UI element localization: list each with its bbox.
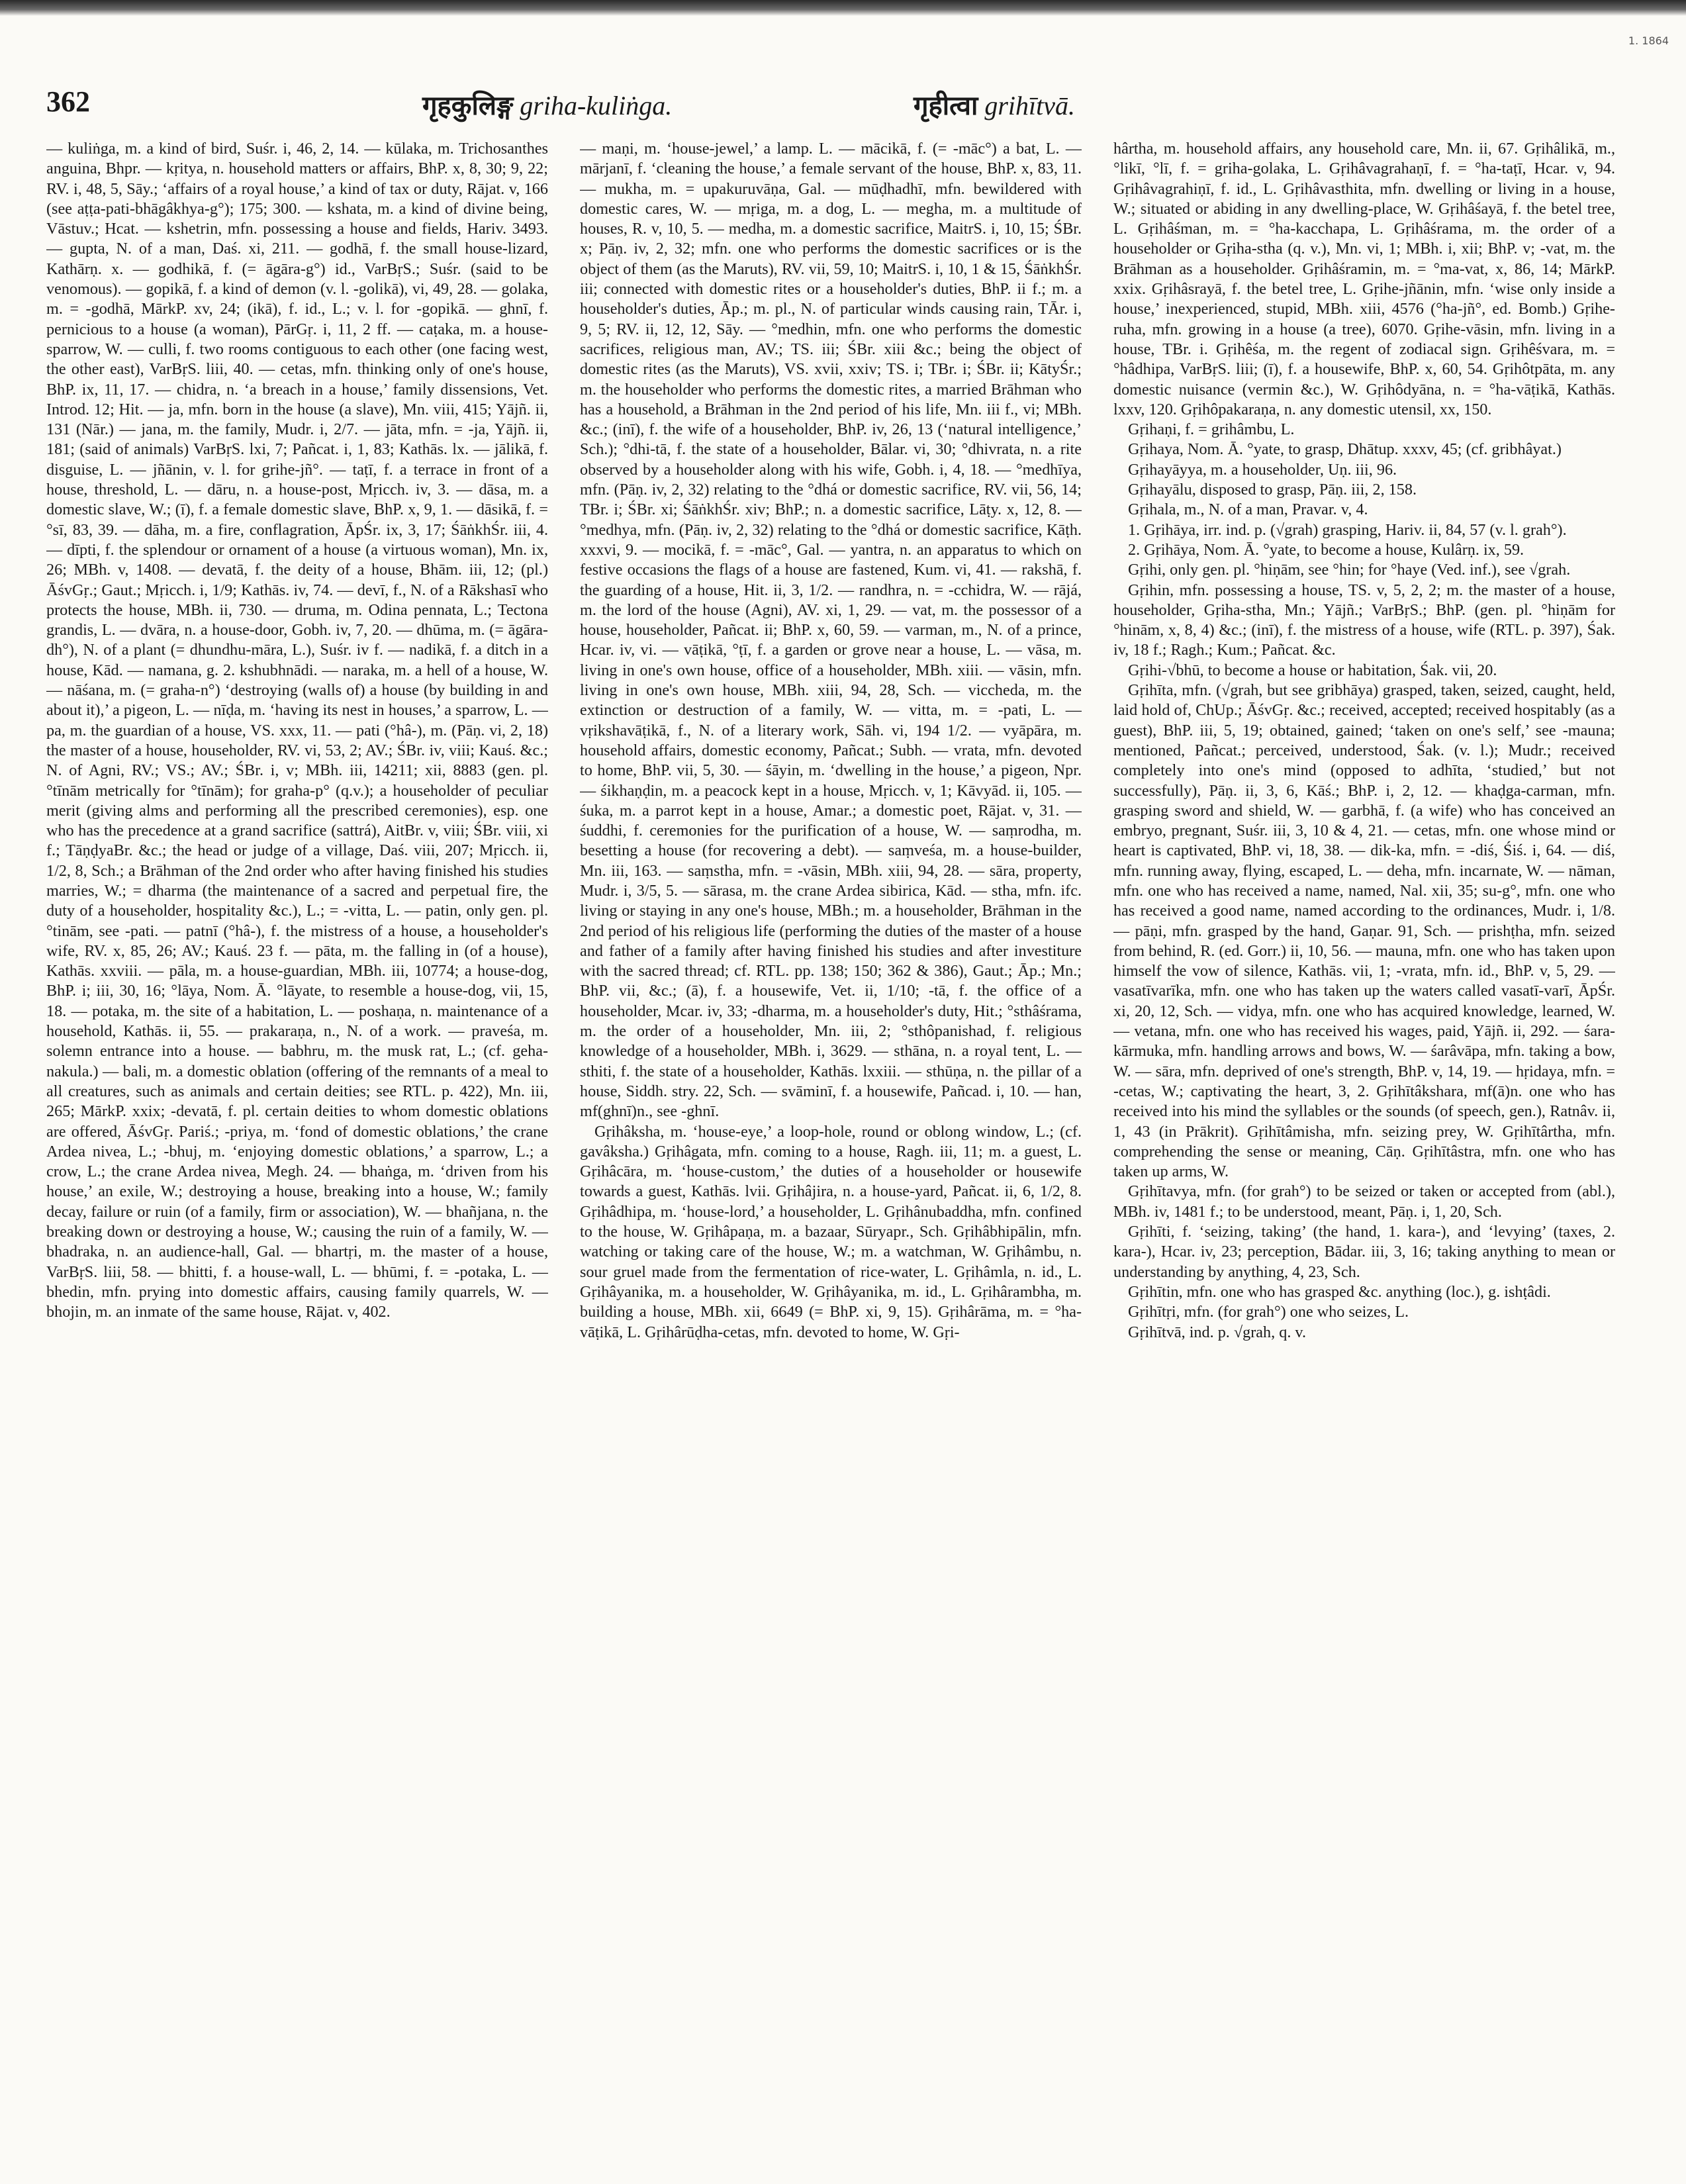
dictionary-entry: Gṛihin, mfn. possessing a house, TS. v, 5, 2, 2; m. the master of a house, householder, Gṛiha-stha, Mn.; Yājñ.; VarBṛS.; BhP. (gen. pl. °hiṇām for °hinām, x, 8, 4) &c.; (inī), f. the mistress of a house, wife (RTL. p. 397), Śak. iv, 18 f.; Ragh.; Kum.; Pañcat. &c.: [1113, 581, 1615, 659]
column-1: [46, 139, 548, 2158]
dictionary-entry: Gṛihītavya, mfn. (for grah°) to be seized or taken or accepted from (abl.), MBh. iv, 1481 f.; to be understood, meant, Pāṇ. i, 1, 20, Sch.: [1113, 1182, 1615, 1221]
dictionary-entry: Gṛihaya, Nom. Ā. °yate, to grasp, Dhātup. xxxv, 45; (cf. gribhâyat.): [1128, 440, 1562, 459]
column-2: [580, 139, 1082, 2158]
dictionary-entry: Gṛihaṇi, f. = grihâmbu, L.: [1128, 420, 1295, 439]
dictionary-entry: Gṛihayāyya, m. a householder, Uṇ. iii, 96.: [1128, 460, 1397, 479]
dictionary-entry: 1. Gṛihāya, irr. ind. p. (√grah) grasping, Hariv. ii, 84, 57 (v. l. grah°).: [1128, 520, 1567, 539]
dictionary-entry: hârtha, m. household affairs, any household care, Mn. ii, 67. Gṛihâlikā, m., °likī, °lī, f. = griha-golaka, L. Gṛihâvagrahaṇī, f. = °ha-taṭī, Hcar. v, 94. Gṛihâvagrahiṇī, f. id., L. Gṛihâvasthita, mfn. dwelling or living in a house, W.; situated or abiding in any dwelling-place, W. Gṛihâśayā, f. the betel tree, L. Gṛihâśman, m. = °ha-kacchapa, L. Gṛihâśrama, m. the order of a householder or Gṛiha-stha (q. v.), Mn. vi, 1; MBh. i, xii; BhP. v; -vat, m. the Brāhman as a householder. Gṛihâśramin, m. = °ma-vat, x, 86, 14; MārkP. xxix. Gṛihâsrayā, f. the betel tree, L. Gṛihe-jñānin, mfn. ‘wise only inside a house,’ inexperienced, stupid, MBh. xiii, 4576 (°ha-jñ°, ed. Bomb.) Gṛihe-ruha, mfn. growing in a house (a tree), 6070. Gṛihe-vāsin, mfn. living in a house, TBr. i. Gṛihêśa, m. the regent of zodiacal sign. Gṛihêśvara, m. = °hâdhipa, VarBṛS. liii; (ī), f. a housewife, BhP. x, 60, 54. Gṛihôtpāta, m. any domestic nuisance (vermin &c.), W. Gṛihôdyāna, n. = °ha-vāṭikā, Kathās. lxxv, 120. Gṛihôpakaraṇa, n. any domestic utensil, xx, 150.: [1113, 140, 1615, 418]
running-head-right: [913, 86, 1075, 122]
dictionary-entry: Gṛihala, m., N. of a man, Pravar. v, 4.: [1128, 500, 1368, 519]
corner-mark: 1. 1864: [1628, 34, 1669, 47]
dictionary-entry: Gṛihâksha, m. ‘house-eye,’ a loop-hole, round or oblong window, L.; (cf. gavâksha.) Gṛihâgata, mfn. coming to a house, Ragh. iii, 11; m. a guest, L. Gṛihâcāra, m. ‘house-custom,’ the duties of a householder or housewife towards a guest, Kathās. lvii. Gṛihâjira, n. a house-yard, Pañcat. ii, 6, 1/2, 8. Gṛihâdhipa, m. ‘house-lord,’ a householder, L. Gṛihânubaddha, mfn. confined to the house, W. Gṛihâpaṇa, m. a bazaar, Sūryapr., Sch. Gṛihâbhipālin, mfn. watching or taking care of the house, W.; m. a watchman, W. Gṛihâmbu, n. sour gruel made from the fermentation of rice-water, L. Gṛihâmla, n. id., L. Gṛihâyanika, m. a householder, W. Gṛihâyanika, m. id., L. Gṛihârambha, m. building a house, MBh. xii, 6649 (= BhP. xi, 9, 15). Gṛihârāma, m. = °ha-vāṭikā, L. Gṛihârūḍha-cetas, mfn. devoted to home, W. Gṛi-: [580, 1122, 1082, 1341]
dictionary-entry: Gṛihi, only gen. pl. °hiṇām, see °hin; for °haye (Ved. inf.), see √grah.: [1128, 561, 1571, 579]
dictionary-entry: — maṇi, m. ‘house-jewel,’ a lamp. L. — mācikā, f. (= -māc°) a bat, L. — mārjanī, f. ‘cleaning the house,’ a female servant of the house, BhP. x, 83, 11. — mukha, m. = upakuruvāṇa, Gal. — mūḍhadhī, mfn. bewildered with domestic cares, W. — mṛiga, m. a dog, L. — megha, m. a multitude of houses, R. v, 10, 5. — medha, m. a domestic sacrifice, MaitrS. i, 10, 15; ŚBr. x; Pāṇ. iv, 2, 32; mfn. one who performs the domestic sacrifices or is the object of them (as the Maruts), RV. vii, 59, 10; MaitrS. i, 10, 1 & 15, ŚāṅkhŚr. iii; connected with domestic rites or a householder's duties, BhP. ii f.; m. a householder's duties, Āp.; m. pl., N. of particular winds causing rain, TĀr. i, 9, 5; RV. ii, 12, 12, Sāy. — °medhin, mfn. one who performs the domestic sacrifices, religious man, AV.; TS. iii; ŚBr. xiii &c.; being the object of domestic rites (as the Maruts), VS. xvii, xxiv; TS. i; TBr. i; ŚBr. ii; KātyŚr.; m. the householder who performs the domestic rites, a married Brāhman who has a household, a Brāhman in the 2nd period of his life, Mn. iii f., vi; MBh. &c.; (inī), f. the wife of a householder, BhP. iv, 26, 13 (‘natural intelligence,’ Sch.); °dhi-tā, f. the state of a householder, Bālar. vi, 30; °dhivrata, n. a rite observed by a householder along with his wife, Gobh. i, 4, 18. — °medhīya, mfn. (Pāṇ. iv, 2, 32) relating to the °dhá or domestic sacrifice, RV. vii, 56, 14; TBr. i; ŚBr. xi; ŚāṅkhŚr. xiv; BhP.; n. a domestic sacrifice, Lāṭy. x, 12, 8. — °medhya, mfn. (Pāṇ. iv, 2, 32) relating to the °dhá or domestic sacrifice, Kāṭh. xxxvi, 9. — mocikā, f. = -māc°, Gal. — yantra, n. an apparatus to which on festive occasions the flags of a house are fastened, Kum. vi, 41. — rakshā, f. the guarding of a house, Hit. ii, 3, 1/2. — randhra, n. = -cchidra, W. — rājá, m. the lord of the house (Agni), AV. xi, 1, 29. — vat, m. the possessor of a house, householder, Pañcat. ii; BhP. x, 60, 59. — varman, m., N. of a prince, Hcar. iv, vi. — vāṭikā, °ṭī, f. a garden or grove near a house, L. — vāsa, m. living in one's own house, office of a householder, MBh. xiii. — vāsin, mfn. living in one's own house, MBh. xiii, 94, 28, Sch. — viccheda, m. the extinction or destruction of a family, W. — vitta, m. = -pati, L. — vṛikshavāṭikā, f., N. of a literary work, Sāh. vi, 194 1/2. — vyāpāra, m. household affairs, domestic economy, Pañcat.; Subh. — vrata, mfn. devoted to home, BhP. vii, 5, 30. — śāyin, m. ‘dwelling in the house,’ a pigeon, Npr. — śikhaṇḍin, m. a peacock kept in a house, Mṛicch. v, 1; Kāvyād. ii, 105. — śuka, m. a parrot kept in a house, Amar.; a domestic poet, Rājat. v, 31. — śuddhi, f. ceremonies for the purification of a house, W. — saṃrodha, m. besetting a house (for recovering a debt). — saṃveśa, m. a house-builder, Mn. iii, 163. — saṃstha, mfn. = -vāsin, MBh. xiii, 94, 28. — sāra, property, Mudr. i, 3/5, 5. — sārasa, m. the crane Ardea sibirica, Kād. — stha, mfn. ifc. living or staying in any one's house, MBh.; m. a householder, Brāhman in the 2nd period of his religious life (performing the duties of the master of a house and father of a family after having finished his studies and after investiture with the sacred thread; cf. RTL. pp. 138; 150; 362 & 386), Gaut.; Āp.; Mn.; BhP. vii, &c.; (ā), f. a housewife, Vet. ii, 1/10; -tā, f. the office of a householder, Mcar. iv, 33; -dharma, m. a householder's duty, Hit.; °sthâśrama, m. the order of a householder, Mn. iii, 2; °sthôpanishad, f. religious knowledge of a householder, MBh. i, 3629. — sthāna, n. a royal tent, L. — sthiti, f. the state of a householder, Kathās. lxxiii. — sthūṇa, n. the pillar of a house, Siddh. stry. 22, Sch. — svāminī, f. a housewife, Pañcad. i, 10. — han, mf(ghnī)n., see -ghnī.: [580, 140, 1082, 1121]
dictionary-entry: Gṛihīti, f. ‘seizing, taking’ (the hand, 1. kara-), and ‘levying’ (taxes, 2. kara-), Hcar. iv, 23; perception, Bādar. iii, 3, 16; taking anything to mean or understanding by anything, 4, 23, Sch.: [1113, 1223, 1615, 1281]
page-number: 362: [46, 85, 90, 118]
running-head-right-devanagari: गृहीत्वा: [913, 91, 978, 121]
running-head-right-transliteration: grihītvā.: [984, 91, 1075, 120]
dictionary-entry: Gṛihītin, mfn. one who has grasped &c. anything (loc.), g. ishṭâdi.: [1128, 1282, 1551, 1301]
scan-edge: [0, 0, 1686, 16]
dictionary-entry: 2. Gṛihāya, Nom. Ā. °yate, to become a house, Kulârṇ. ix, 59.: [1128, 540, 1524, 559]
dictionary-entry: Gṛihīta, mfn. (√grah, but see gribhāya) grasped, taken, seized, caught, held, laid hold of, ChUp.; ĀśvGṛ. &c.; received, accepted; received hospitably (as a guest), BhP. iii, 5, 19; obtained, gained; ‘taken on one's self,’ see -mauna; mentioned, Pañcat.; perceived, understood, Śak. (v. l.); Mudr.; received completely into one's mind (opposed to adhīta, ‘studied,’ but not successfully), Pāṇ. ii, 3, 6, Kāś.; BhP. i, 2, 12. — khaḍga-carman, mfn. grasping sword and shield, W. — garbhā, f. (a wife) who has conceived an embryo, pregnant, Suśr. iii, 3, 10 & 4, 21. — cetas, mfn. one whose mind or heart is captivated, BhP. vi, 18, 38. — dik-ka, mfn. = -diś, Śiś. i, 64. — diś, mfn. running away, flying, escaped, L. — deha, mfn. incarnate, W. — nāman, mfn. one who has received a name, named, Nal. xii, 35; su-g°, mfn. one who has received a good name, named according to the ordinances, Mudr. i, 1/8. — pāṇi, mfn. grasped by the hand, Gaṇar. 91, Sch. — prishṭha, mfn. seized from behind, R. (ed. Gorr.) ii, 10, 56. — mauna, mfn. one who has taken upon himself the vow of silence, Kathās. vii, 1; -vrata, mfn. id., BhP. v, 5, 29. — vasatīvarīka, mfn. one who has taken up the waters called vasatī-varī, ĀpŚr. xi, 20, 12, Sch. — vidya, mfn. one who has acquired knowledge, learned, W. — vetana, mfn. one who has received his wages, paid, Yājñ. ii, 292. — śara-kārmuka, mfn. handling arrows and bows, W. — śarâvāpa, mfn. taking a bow, W. — sāra, mfn. deprived of one's strength, BhP. v, 14, 19. — hṛidaya, mfn. = -cetas, W.; captivating the heart, 3, 2. Gṛihītâkshara, mf(ā)n. one who has received into his mind the syllables or the sounds (of speech, gen.), Ratnâv. ii, 1, 43 (in Prākrit). Gṛihītâmisha, mfn. seizing prey, W. Gṛihītârtha, mfn. comprehending the sense or meaning, Cāṇ. Gṛihītâstra, mfn. one who has taken up arms, W.: [1113, 681, 1615, 1181]
dictionary-entry: — kuliṅga, m. a kind of bird, Suśr. i, 46, 2, 14. — kūlaka, m. Trichosanthes anguina, Bhpr. — kṛitya, n. household matters or affairs, BhP. x, 8, 30; 9, 22; RV. i, 48, 5, Sāy.; ‘affairs of a royal house,’ a kind of tax or duty, Rājat. v, 166 (see aṭṭa-pati-bhāgâkhya-g°); 175; 300. — kshata, m. a kind of divine being, Vāstuv.; Hcat. — kshetrin, mfn. possessing a house and fields, Hariv. 3493. — gupta, N. of a man, Daś. xi, 211. — godhā, f. the small house-lizard, Kathārṇ. x. — godhikā, f. (= āgāra-g°) id., VarBṛS.; Suśr. (said to be venomous). — gopikā, f. a kind of demon (v. l. -golikā), vi, 49, 28. — golaka, m. = -godhā, MārkP. xv, 24; (ikā), f. id., L.; v. l. for -gopikā. — ghnī, f. pernicious to a house (a woman), PārGṛ. i, 11, 2 ff. — caṭaka, m. a house-sparrow, W. — culli, f. two rooms contiguous to each other (one facing west, the other east), VarBṛS. liii, 40. — cetas, mfn. thinking only of one's house, BhP. ix, 11, 17. — chidra, n. ‘a breach in a house,’ family dissensions, Vet. Introd. 12; Hit. — ja, mfn. born in the house (a slave), Mn. viii, 415; Yājñ. ii, 131 (Nār.) — jana, m. the family, Mudr. i, 2/7. — jāta, mfn. = -ja, Yājñ. ii, 181; (said of animals) VarBṛS. lxi, 7; Pañcat. i, 1, 83; Kathās. lx. — jālikā, f. disguise, L. — jñānin, v. l. for grihe-jñ°. — taṭī, f. a terrace in front of a house, threshold, L. — dāru, n. a house-post, Mṛicch. iv, 3. — dāsa, m. a domestic slave, W.; (ī), f. a female domestic slave, BhP. x, 9, 1. — dāsikā, f. = °sī, 83, 39. — dāha, m. a fire, conflagration, ĀpŚr. ix, 3, 17; ŚāṅkhŚr. iii, 4. — dīpti, f. the splendour or ornament of a house (a virtuous woman), Mn. ix, 26; MBh. v, 1408. — devatā, f. the deity of a house, Bhām. iii, 12; (pl.) ĀśvGṛ.; Gaut.; Mṛicch. i, 1/9; Kathās. iv, 74. — devī, f., N. of a Rākshasī who protects the house, MBh. ii, 730. — druma, m. Odina pennata, L.; Tectona grandis, L. — dvāra, n. a house-door, Gobh. iv, 7, 20. — dhūma, m. (= āgāra-dh°), N. of a plant (= dhundhu-māra, L.), Suśr. iv f. — nadikā, f. a ditch in a house, Kād. — namana, g. 2. kshubhnādi. — naraka, m. a hell of a house, W. — nāśana, m. (= graha-n°) ‘destroying (walls of) a house (by building in and about it),’ a pigeon, L. — nīḍa, m. ‘having its nest in houses,’ a sparrow, L. — pa, m. the guardian of a house, VS. xxx, 11. — pati (°hâ-), m. (Pāṇ. vi, 2, 18) the master of a house, householder, RV. vi, 53, 2; AV.; ŚBr. iv, viii; Kauś. &c.; N. of Agni, RV.; VS.; AV.; ŚBr. i, v; MBh. iii, 14211; xii, 8883 (gen. pl. °tīnām metrically for °tīnām); for graha-p° (q.v.); a householder of peculiar merit (giving alms and performing all the prescribed ceremonies), esp. one who has the precedence at a grand sacrifice (sattrá), AitBr. v, viii; ŚBr. viii, xi f.; TāṇḍyaBr. &c.; the head or judge of a village, Daś. viii, 207; Mṛicch. ii, 1/2, 8, Sch.; a Brāhman of the 2nd order who after having finished his studies marries, W.; = dharma (the maintenance of a sacred and perpetual fire, the duty of a householder, hospitality &c.), L.; = -vitta, L. — patin, only gen. pl. °tinām, see -pati. — patnī (°hâ-), f. the mistress of a house, a householder's wife, RV. x, 85, 26; AV.; Kauś. 23 f. — pāta, m. the falling in (of a house), Kathās. xxviii. — pāla, m. a house-guardian, MBh. iii, 10774; a house-dog, BhP. i; iii, 30, 16; °lāya, Nom. Ā. °lāyate, to resemble a house-dog, vii, 15, 18. — potaka, m. the site of a habitation, L. — poshaṇa, n. maintenance of a household, Kathās. ii, 55. — prakaraṇa, n., N. of a work. — praveśa, m. solemn entrance into a house. — babhru, m. the musk rat, L.; (cf. geha-nakula.) — bali, m. a domestic oblation (offering of the remnants of a meal to all creatures, such as animals and certain deities; see RTL. p. 422), Mn. iii, 265; MārkP. xxix; -devatā, f. pl. certain deities to whom domestic oblations are offered, ĀśvGṛ. Pariś.; -priya, m. ‘fond of domestic oblations,’ the crane Ardea nivea, L.; -bhuj, m. ‘enjoying domestic oblations,’ a sparrow, L.; a crow, L.; the crane Ardea nivea, Megh. 24. — bhaṅga, m. ‘driven from his house,’ an exile, W.; destroying a house, breaking into a house, W.; family decay, failure or ruin (of a family, firm or association), W. — bhañjana, n. the breaking down or destroying a house, W.; causing the ruin of a family, W. — bhadraka, n. an audience-hall, Gal. — bhartṛi, m. the master of a house, VarBṛS. liii, 58. — bhitti, f. a house-wall, L. — bhūmi, f. = -potaka, L. — bhedin, mfn. prying into domestic affairs, causing family quarrels, W. — bhojin, m. an inmate of the same house, Rājat. v, 402.: [46, 140, 548, 1321]
running-head-left-transliteration: griha-kuliṅga.: [520, 91, 673, 120]
page-header: [46, 85, 1635, 131]
dictionary-columns: [46, 139, 1642, 2158]
dictionary-entry: Gṛihayālu, disposed to grasp, Pāṇ. iii, 2, 158.: [1128, 481, 1417, 499]
running-head-left: [422, 86, 672, 122]
column-3: [1113, 139, 1615, 2158]
dictionary-entry: Gṛihi-√bhū, to become a house or habitation, Śak. vii, 20.: [1128, 661, 1497, 679]
dictionary-entry: Gṛihītvā, ind. p. √grah, q. v.: [1128, 1323, 1306, 1341]
dictionary-entry: Gṛihītṛi, mfn. (for grah°) one who seizes, L.: [1128, 1303, 1409, 1321]
running-head-left-devanagari: गृहकुलिङ्ग: [422, 91, 514, 121]
